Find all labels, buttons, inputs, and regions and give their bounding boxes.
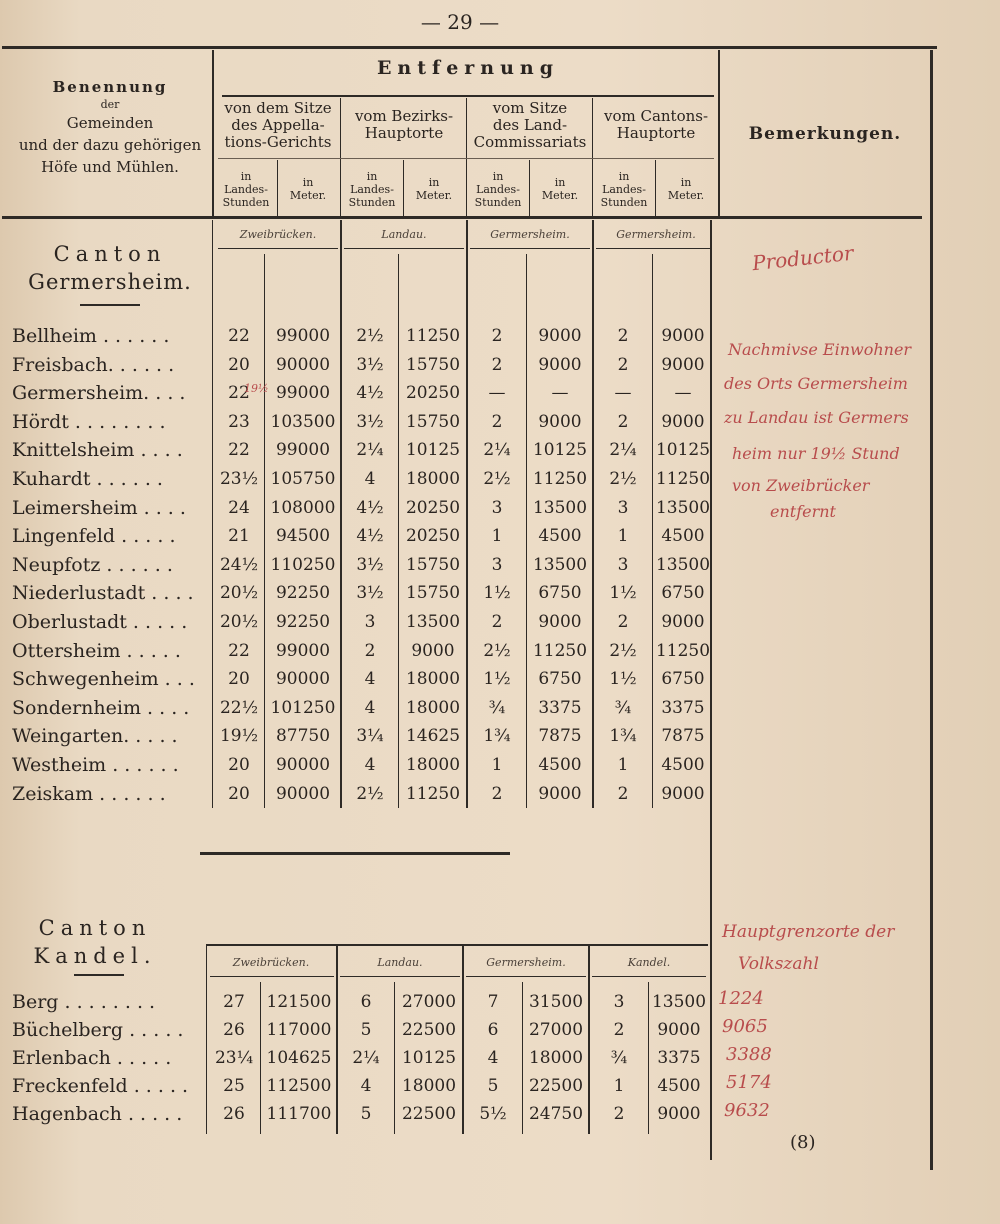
distance-cell: 3½ bbox=[356, 354, 384, 375]
subheader-meter: in Meter. bbox=[289, 176, 327, 202]
distance-cell: 2 bbox=[491, 326, 503, 346]
distance-cell: 2 bbox=[491, 411, 503, 432]
distance-cell: 9000 bbox=[661, 783, 705, 804]
distance-cell: 27 bbox=[223, 992, 245, 1012]
annotation-number: 9632 bbox=[724, 1100, 770, 1121]
distance-cell: 10125 bbox=[405, 440, 461, 461]
subheader-rule bbox=[218, 158, 714, 159]
distance-cell: ¾ bbox=[488, 697, 506, 718]
group-divider bbox=[592, 98, 593, 216]
distance-cell: 1 bbox=[617, 526, 629, 547]
distance-cell: 6750 bbox=[661, 669, 705, 690]
commune-name: Knittelsheim . . . . bbox=[12, 439, 183, 462]
distance-cell: 4 bbox=[364, 697, 376, 718]
place-header: Landau. bbox=[377, 956, 423, 969]
distance-cell: 11250 bbox=[405, 326, 461, 346]
distance-cell: 15750 bbox=[405, 411, 461, 432]
annotation-line: Hauptgrenzorte der bbox=[722, 922, 895, 942]
distance-cell: 4½ bbox=[356, 526, 384, 547]
commune-name: Germersheim. . . . bbox=[12, 382, 186, 405]
distance-cell: 1 bbox=[491, 526, 503, 547]
distance-cell: 9000 bbox=[538, 354, 582, 375]
distance-cell: 3375 bbox=[657, 1048, 701, 1068]
distance-cell: 99000 bbox=[275, 326, 331, 346]
distance-cell: 6750 bbox=[538, 669, 582, 690]
distance-cell: 20½ bbox=[219, 612, 259, 632]
page-number: — 29 — bbox=[420, 10, 500, 34]
distance-cell: 90000 bbox=[275, 783, 331, 804]
distance-cell: 2¼ bbox=[483, 440, 511, 461]
distance-cell: 20250 bbox=[405, 526, 461, 547]
distance-cell: 4½ bbox=[356, 497, 384, 518]
commune-name: Freisbach. . . . . . bbox=[12, 353, 175, 376]
distance-cell: 3 bbox=[491, 554, 503, 575]
distance-cell: 94500 bbox=[275, 526, 331, 547]
sub-divider bbox=[403, 160, 404, 216]
distance-cell: 5 bbox=[487, 1076, 499, 1096]
canton-germersheim-title: Canton Germersheim. bbox=[28, 242, 192, 294]
table-row bbox=[0, 379, 712, 407]
distance-cell: 7 bbox=[487, 992, 499, 1012]
distance-cell: 22500 bbox=[528, 1076, 584, 1096]
distance-cell: 2 bbox=[617, 354, 629, 375]
distance-cell: 4500 bbox=[538, 755, 582, 775]
distance-cell: 24 bbox=[228, 497, 250, 518]
distance-cell: 9000 bbox=[411, 640, 455, 661]
distance-cell: 2½ bbox=[356, 326, 384, 346]
distance-cell: 11250 bbox=[532, 640, 588, 661]
distance-cell: 4500 bbox=[538, 526, 582, 547]
distance-cell: 22½ bbox=[219, 697, 259, 718]
commune-name: Erlenbach . . . . . bbox=[12, 1047, 172, 1069]
distance-cell: 3½ bbox=[356, 554, 384, 575]
distance-cell: 31500 bbox=[528, 992, 584, 1012]
distance-cell: 6 bbox=[487, 1020, 499, 1040]
distance-cell: 9000 bbox=[538, 612, 582, 632]
distance-cell: 20 bbox=[228, 354, 250, 375]
commune-name: Schwegenheim . . . bbox=[12, 668, 195, 691]
place-rule bbox=[344, 248, 464, 249]
distance-cell: 1 bbox=[613, 1076, 625, 1096]
distance-cell: 9000 bbox=[538, 411, 582, 432]
distance-cell: 13500 bbox=[655, 554, 711, 575]
distance-cell: 23½ bbox=[219, 469, 259, 489]
distance-cell: 21 bbox=[228, 526, 250, 547]
distance-cell: 2 bbox=[617, 326, 629, 346]
annotation-line: des Orts Germersheim bbox=[724, 374, 908, 393]
table-row bbox=[0, 1044, 712, 1072]
right-border bbox=[930, 50, 933, 1170]
commune-name: Ottersheim . . . . . bbox=[12, 639, 181, 662]
canton-underline bbox=[80, 304, 140, 306]
place-rule bbox=[218, 248, 338, 249]
annotation-line: heim nur 19½ Stund bbox=[732, 444, 900, 463]
distance-cell: 9000 bbox=[661, 326, 705, 346]
distance-cell: 3375 bbox=[661, 697, 705, 718]
distance-cell: — bbox=[614, 383, 632, 404]
distance-cell: 1½ bbox=[483, 583, 511, 604]
commune-name: Niederlustadt . . . . bbox=[12, 582, 194, 605]
place-rule bbox=[596, 248, 712, 249]
subheader-stunden: in Landes- Stunden bbox=[474, 170, 522, 209]
distance-cell: ¾ bbox=[614, 697, 632, 718]
annotation-line: von Zweibrücker bbox=[732, 476, 870, 495]
distance-cell: 11250 bbox=[655, 640, 711, 661]
distance-cell: 9000 bbox=[538, 326, 582, 346]
distance-cell: 18000 bbox=[405, 669, 461, 690]
distance-cell: 2 bbox=[491, 354, 503, 375]
distance-cell: 3375 bbox=[538, 697, 582, 718]
distance-cell: 4 bbox=[364, 755, 376, 775]
distance-cell: 18000 bbox=[405, 469, 461, 489]
place-header: Zweibrücken. bbox=[239, 228, 317, 241]
distance-cell: 4 bbox=[364, 669, 376, 690]
distance-cell: 22 bbox=[228, 640, 250, 661]
place-rule bbox=[592, 976, 706, 977]
distance-cell: 11250 bbox=[655, 469, 711, 489]
table-row bbox=[0, 637, 712, 665]
table-row bbox=[0, 351, 712, 379]
commune-name: Bellheim . . . . . . bbox=[12, 325, 170, 347]
place-rule bbox=[210, 976, 334, 977]
header-divider bbox=[212, 50, 214, 218]
distance-cell: 9000 bbox=[661, 354, 705, 375]
distance-cell: 3 bbox=[491, 497, 503, 518]
distance-cell: 101250 bbox=[270, 697, 336, 718]
distance-cell: 105750 bbox=[270, 469, 336, 489]
distance-cell: 20½ bbox=[219, 583, 259, 604]
distance-cell: 111700 bbox=[266, 1104, 332, 1124]
table-row bbox=[0, 408, 712, 436]
commune-name: Büchelberg . . . . . bbox=[12, 1019, 184, 1041]
distance-cell: 3½ bbox=[356, 583, 384, 604]
distance-cell: 6750 bbox=[661, 583, 705, 604]
distance-cell: 2 bbox=[364, 640, 376, 661]
distance-cell: 99000 bbox=[275, 440, 331, 461]
distance-cell: 15750 bbox=[405, 354, 461, 375]
annotation-number: 3388 bbox=[726, 1044, 772, 1065]
distance-cell: 9000 bbox=[657, 1104, 701, 1124]
annotation-number: 5174 bbox=[726, 1072, 772, 1093]
distance-cell: 1 bbox=[491, 755, 503, 775]
table-row bbox=[0, 608, 712, 636]
distance-cell: 11250 bbox=[532, 469, 588, 489]
subheader-meter: in Meter. bbox=[415, 176, 453, 202]
distance-cell: 11250 bbox=[405, 783, 461, 804]
distance-cell: 24½ bbox=[219, 554, 259, 575]
distance-cell: 2 bbox=[617, 612, 629, 632]
distance-cell: 121500 bbox=[266, 992, 332, 1012]
distance-cell: 26 bbox=[223, 1104, 245, 1124]
distance-cell: — bbox=[674, 383, 692, 404]
footer-page-number: (8) bbox=[790, 1132, 816, 1153]
distance-cell: 1½ bbox=[483, 669, 511, 690]
distance-cell: 23¼ bbox=[214, 1048, 254, 1068]
distance-cell: 4500 bbox=[661, 526, 705, 547]
distance-cell: 4½ bbox=[356, 383, 384, 404]
commune-name: Oberlustadt . . . . . bbox=[12, 611, 188, 633]
distance-cell: 2¼ bbox=[352, 1048, 380, 1068]
group-divider bbox=[340, 98, 341, 216]
group-landcommissariat: vom Sitze des Land- Commissariats bbox=[473, 99, 587, 151]
distance-cell: 4 bbox=[360, 1076, 372, 1096]
commune-name: Zeiskam . . . . . . bbox=[12, 782, 166, 805]
table-row bbox=[0, 579, 712, 607]
group-appellation: von dem Sitze des Appella- tions-Gerichts bbox=[224, 99, 332, 151]
place-rule bbox=[466, 976, 586, 977]
table-row bbox=[0, 494, 712, 522]
bemerkungen-heading: Bemerkungen. bbox=[748, 124, 902, 144]
place-header: Zweibrücken. bbox=[232, 956, 310, 969]
distance-cell: 13500 bbox=[405, 612, 461, 632]
distance-cell: 7875 bbox=[538, 726, 582, 747]
table-row bbox=[0, 1016, 712, 1044]
distance-cell: 110250 bbox=[270, 554, 336, 575]
distance-cell: 6750 bbox=[538, 583, 582, 604]
distance-cell: 25 bbox=[223, 1076, 245, 1096]
distance-cell: 108000 bbox=[270, 497, 336, 518]
table-row bbox=[0, 780, 712, 808]
distance-cell: 6 bbox=[360, 992, 372, 1012]
distance-cell: 10125 bbox=[655, 440, 711, 461]
kandel-table-top bbox=[206, 944, 708, 946]
distance-cell: 2 bbox=[613, 1020, 625, 1040]
table-top-rule bbox=[2, 46, 937, 49]
place-header: Germersheim. bbox=[490, 228, 570, 241]
distance-cell: 2½ bbox=[356, 783, 384, 804]
distance-cell: 13500 bbox=[655, 497, 711, 518]
distance-cell: 9000 bbox=[538, 783, 582, 804]
header-divider bbox=[718, 50, 720, 218]
benennung-heading: Benennung der Gemeinden und der dazu gehörigen Höfe und Mühlen. bbox=[18, 78, 202, 176]
distance-cell: 13500 bbox=[532, 554, 588, 575]
table-row bbox=[0, 694, 712, 722]
distance-cell: 18000 bbox=[401, 1076, 457, 1096]
distance-cell: 9000 bbox=[657, 1020, 701, 1040]
place-header: Kandel. bbox=[627, 956, 671, 969]
annotation-correction: 19½ bbox=[244, 382, 269, 395]
distance-cell: 10125 bbox=[401, 1048, 457, 1068]
commune-name: Leimersheim . . . . bbox=[12, 496, 186, 519]
table-row bbox=[0, 465, 712, 493]
commune-name: Lingenfeld . . . . . bbox=[12, 525, 176, 548]
table-row bbox=[0, 722, 712, 750]
distance-cell: 3 bbox=[617, 497, 629, 518]
distance-cell: 2 bbox=[617, 411, 629, 432]
distance-cell: 2½ bbox=[609, 469, 637, 489]
subheader-stunden: in Landes- Stunden bbox=[348, 170, 396, 209]
distance-cell: 2 bbox=[617, 783, 629, 804]
sub-divider bbox=[277, 160, 278, 216]
distance-cell: 4 bbox=[364, 469, 376, 489]
distance-cell: 2½ bbox=[483, 469, 511, 489]
distance-cell: 5½ bbox=[479, 1104, 507, 1124]
distance-cell: 15750 bbox=[405, 554, 461, 575]
distance-cell: 19½ bbox=[219, 726, 259, 747]
distance-cell: 22 bbox=[228, 440, 250, 461]
group-canton: vom Cantons- Hauptorte bbox=[603, 107, 709, 142]
distance-cell: 92250 bbox=[275, 583, 331, 604]
distance-cell: 2 bbox=[613, 1104, 625, 1124]
table-row bbox=[0, 1100, 712, 1128]
canton-kandel-title: Canton Kandel. bbox=[33, 916, 157, 968]
distance-cell: 3 bbox=[364, 612, 376, 632]
distance-cell: 22 bbox=[228, 383, 250, 404]
commune-name: Weingarten. . . . . bbox=[12, 725, 178, 748]
subheader-meter: in Meter. bbox=[667, 176, 705, 202]
header-bottom-rule bbox=[2, 216, 922, 219]
commune-name: Westheim . . . . . . bbox=[12, 754, 179, 776]
place-header: Germersheim. bbox=[616, 228, 696, 241]
distance-cell: 2 bbox=[491, 612, 503, 632]
distance-cell: 20250 bbox=[405, 497, 461, 518]
place-rule bbox=[340, 976, 460, 977]
distance-cell: 7875 bbox=[661, 726, 705, 747]
annotation-number: 1224 bbox=[718, 988, 764, 1009]
place-header: Germersheim. bbox=[486, 956, 566, 969]
table-row bbox=[0, 1072, 712, 1100]
distance-cell: 1¾ bbox=[483, 726, 511, 747]
distance-cell: 104625 bbox=[266, 1048, 332, 1068]
distance-cell: 4 bbox=[487, 1048, 499, 1068]
entfernung-heading: Entfernung bbox=[376, 57, 560, 79]
distance-cell: 3 bbox=[613, 992, 625, 1012]
annotation-top: Productor bbox=[751, 240, 855, 276]
place-header: Landau. bbox=[381, 228, 427, 241]
entfernung-bracket bbox=[222, 95, 714, 97]
distance-cell: 4500 bbox=[661, 755, 705, 775]
distance-cell: 5 bbox=[360, 1104, 372, 1124]
commune-name: Hagenbach . . . . . bbox=[12, 1103, 183, 1125]
distance-cell: 15750 bbox=[405, 583, 461, 604]
distance-cell: 22500 bbox=[401, 1020, 457, 1040]
distance-cell: 27000 bbox=[528, 1020, 584, 1040]
distance-cell: — bbox=[551, 383, 569, 404]
distance-cell: 4500 bbox=[657, 1076, 701, 1096]
sub-divider bbox=[529, 160, 530, 216]
distance-cell: 20 bbox=[228, 669, 250, 690]
distance-cell: 14625 bbox=[405, 726, 461, 747]
table-row bbox=[0, 988, 712, 1016]
table-row bbox=[0, 322, 712, 350]
table-row bbox=[0, 551, 712, 579]
distance-cell: 26 bbox=[223, 1020, 245, 1040]
distance-cell: 23 bbox=[228, 411, 250, 432]
table-row bbox=[0, 436, 712, 464]
annotation-line: Volkszahl bbox=[738, 954, 819, 974]
distance-cell: — bbox=[488, 383, 506, 404]
canton-underline bbox=[74, 974, 124, 976]
table-row bbox=[0, 751, 712, 779]
distance-cell: 20 bbox=[228, 783, 250, 804]
distance-cell: 13500 bbox=[651, 992, 707, 1012]
table-row bbox=[0, 665, 712, 693]
annotation-line: zu Landau ist Germers bbox=[724, 408, 909, 427]
table-row bbox=[0, 522, 712, 550]
distance-cell: 1 bbox=[617, 755, 629, 775]
distance-cell: 18000 bbox=[405, 697, 461, 718]
distance-cell: 1¾ bbox=[609, 726, 637, 747]
distance-cell: 18000 bbox=[405, 755, 461, 775]
distance-cell: 3½ bbox=[356, 411, 384, 432]
distance-cell: 92250 bbox=[275, 612, 331, 632]
commune-name: Sondernheim . . . . bbox=[12, 696, 190, 719]
distance-cell: 9000 bbox=[661, 411, 705, 432]
section-divider bbox=[200, 852, 510, 855]
distance-cell: 27000 bbox=[401, 992, 457, 1012]
distance-cell: 2 bbox=[491, 783, 503, 804]
annotation-line: entfernt bbox=[770, 502, 836, 521]
distance-cell: 1½ bbox=[609, 583, 637, 604]
place-rule bbox=[470, 248, 590, 249]
commune-name: Berg . . . . . . . . bbox=[12, 991, 156, 1013]
distance-cell: 24750 bbox=[528, 1104, 584, 1124]
distance-cell: 5 bbox=[360, 1020, 372, 1040]
sub-divider bbox=[655, 160, 656, 216]
subheader-stunden: in Landes- Stunden bbox=[222, 170, 270, 209]
commune-name: Hördt . . . . . . . . bbox=[12, 410, 166, 433]
distance-cell: 20 bbox=[228, 755, 250, 775]
distance-cell: 1½ bbox=[609, 669, 637, 690]
distance-cell: 99000 bbox=[275, 640, 331, 661]
distance-cell: 3¼ bbox=[356, 726, 384, 747]
distance-cell: 9000 bbox=[661, 612, 705, 632]
distance-cell: 2¼ bbox=[356, 440, 384, 461]
distance-cell: 22500 bbox=[401, 1104, 457, 1124]
distance-cell: 13500 bbox=[532, 497, 588, 518]
subheader-stunden: in Landes- Stunden bbox=[600, 170, 648, 209]
distance-cell: 117000 bbox=[266, 1020, 332, 1040]
distance-cell: ¾ bbox=[610, 1048, 628, 1068]
distance-cell: 99000 bbox=[275, 383, 331, 404]
distance-cell: 2½ bbox=[609, 640, 637, 661]
distance-cell: 112500 bbox=[266, 1076, 332, 1096]
group-bezirk: vom Bezirks- Hauptorte bbox=[354, 107, 454, 142]
distance-cell: 2¼ bbox=[609, 440, 637, 461]
distance-cell: 90000 bbox=[275, 755, 331, 775]
distance-cell: 90000 bbox=[275, 354, 331, 375]
subheader-meter: in Meter. bbox=[541, 176, 579, 202]
distance-cell: 18000 bbox=[528, 1048, 584, 1068]
annotation-number: 9065 bbox=[722, 1016, 768, 1037]
distance-cell: 87750 bbox=[275, 726, 331, 747]
group-divider bbox=[466, 98, 467, 216]
commune-name: Freckenfeld . . . . . bbox=[12, 1075, 189, 1097]
distance-cell: 20250 bbox=[405, 383, 461, 404]
distance-cell: 103500 bbox=[270, 411, 336, 432]
distance-cell: 22 bbox=[228, 326, 250, 346]
distance-cell: 90000 bbox=[275, 669, 331, 690]
annotation-line: Nachmivse Einwohner bbox=[728, 340, 912, 359]
distance-cell: 10125 bbox=[532, 440, 588, 461]
distance-cell: 2½ bbox=[483, 640, 511, 661]
distance-cell: 3 bbox=[617, 554, 629, 575]
commune-name: Kuhardt . . . . . . bbox=[12, 468, 163, 490]
commune-name: Neupfotz . . . . . . bbox=[12, 553, 173, 576]
